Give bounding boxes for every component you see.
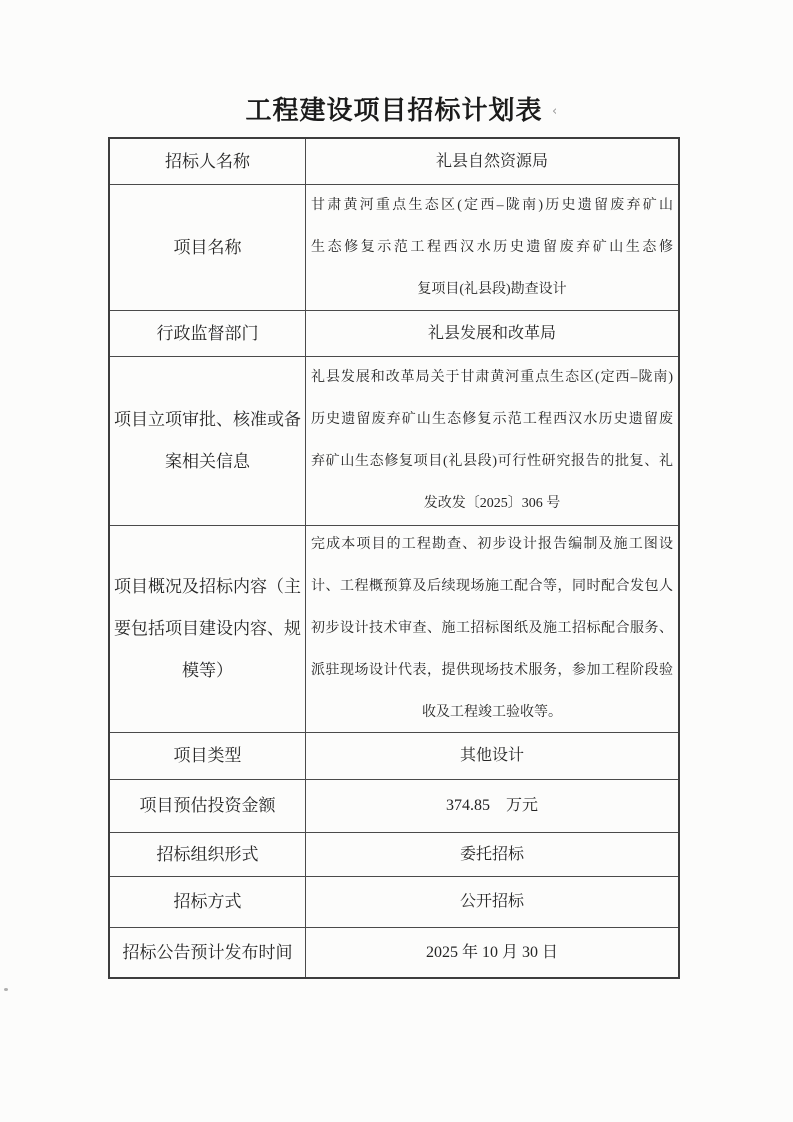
bidding-plan-table <box>108 137 680 979</box>
table-row-estimated-investment <box>110 779 678 832</box>
scan-artifact-mark: ‹ <box>552 104 558 119</box>
row-label: 招标组织形式 <box>110 833 306 876</box>
row-label: 招标人名称 <box>110 139 306 184</box>
row-value: 甘肃黄河重点生态区(定西–陇南)历史遗留废弃矿山 生态修复示范工程西汉水历史遗留废弃矿山生态修 复项目(礼县段)勘查设计 <box>311 197 673 297</box>
table-row-supervising-department <box>110 310 678 356</box>
row-label: 行政监督部门 <box>110 311 306 356</box>
table-row-project-name <box>110 184 678 310</box>
scan-artifact-dot <box>4 988 8 991</box>
page-title: 工程建设项目招标计划表 <box>245 95 543 125</box>
row-value: 2025 年 10 月 30 日 <box>425 943 558 961</box>
row-value: 礼县自然资源局 <box>435 152 548 170</box>
table-row-announcement-date <box>110 927 678 977</box>
table-row-bidding-organization-form <box>110 832 678 876</box>
row-label: 项目立项审批、核准或备 案相关信息 <box>110 357 306 525</box>
row-value: 完成本项目的工程勘查、初步设计报告编制及施工图设 计、工程概预算及后续现场施工配合等，同时配合发包人 初步设计技术审查、施工招标图纸及施工招标配合服务、 派驻现场设计代表，提供现场技术服务，参加工程阶段验 收及工程竣工验收等。 <box>311 537 673 720</box>
row-value: 其他设计 <box>459 747 524 764</box>
row-value: 礼县发展和改革局关于甘肃黄河重点生态区(定西–陇南) 历史遗留废弃矿山生态修复示范工程西汉水历史遗留废 弃矿山生态修复项目(礼县段)可行性研究报告的批复、礼 发改发〔2025〕306 号 <box>311 370 673 511</box>
row-label: 项目类型 <box>110 733 306 779</box>
row-label: 招标方式 <box>110 877 306 927</box>
table-row-tenderer-name <box>110 139 678 184</box>
table-row-bidding-method <box>110 876 678 927</box>
table-row-project-overview <box>110 525 678 732</box>
row-label: 招标公告预计发布时间 <box>110 928 306 977</box>
row-label: 项目预估投资金额 <box>110 780 306 832</box>
table-row-project-type <box>110 732 678 779</box>
row-value: 委托招标 <box>459 845 524 863</box>
row-value: 礼县发展和改革局 <box>427 324 556 342</box>
row-label: 项目概况及招标内容（主 要包括项目建设内容、规 模等） <box>110 526 306 732</box>
row-value: 374.85 万元 <box>445 797 538 814</box>
row-label: 项目名称 <box>110 185 306 310</box>
table-row-approval-info <box>110 356 678 525</box>
row-value: 公开招标 <box>459 893 524 910</box>
